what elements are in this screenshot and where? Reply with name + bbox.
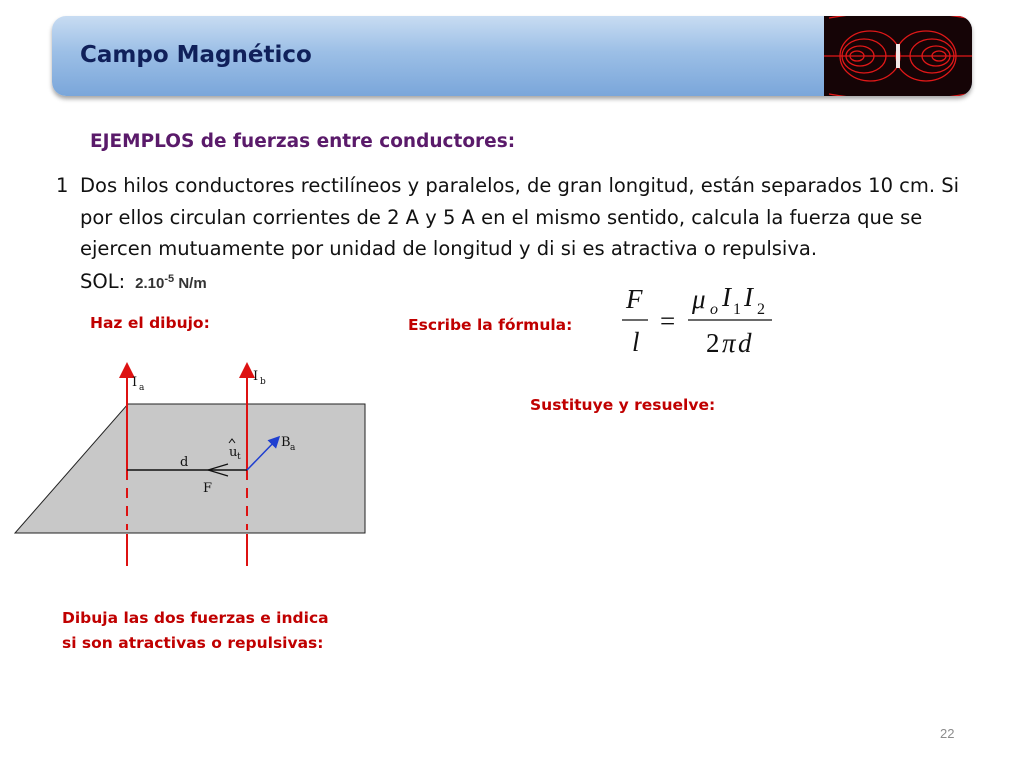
title-banner [52,16,972,96]
distance-label: d [180,455,189,470]
formula-I1-sub: 1 [733,301,741,318]
forces-instruction-line-1: Dibuja las dos fuerzas e indica [62,609,329,627]
draw-instruction: Haz el dibujo: [90,314,210,332]
forces-instruction-line-2: si son atractivas o repulsivas: [62,634,324,652]
forces-instruction [62,606,329,656]
solution-line [80,264,207,300]
dipole-field-icon [824,16,972,96]
formula-equals: = [660,306,676,336]
conductor-plane [15,404,365,533]
formula-mu-sub: o [710,301,718,318]
formula-I1: I [722,282,731,312]
wire-a-label: I [132,375,138,390]
field-sub: a [290,443,296,453]
parallel-wires-diagram [10,358,390,573]
formula-I2-sub: 2 [757,301,765,318]
solution-label: SOL: [80,270,126,293]
field-label: B [281,435,291,450]
solve-instruction: Sustituye y resuelve: [530,396,716,414]
section-heading: EJEMPLOS de fuerzas entre conductores: [90,131,516,152]
formula-instruction: Escribe la fórmula: [408,316,573,334]
wire-a-sub: a [139,383,145,393]
formula-mu: μ [692,284,706,314]
magnetic-field-lines-image [824,16,972,96]
solution-exponent: -5 [164,273,175,285]
solution-unit: N/m [178,275,207,292]
formula-I2: I [744,282,753,312]
formula-pi: π [722,328,736,358]
page-number: 22 [940,726,955,741]
formula-d: d [738,328,752,358]
unit-vector-sub: t [237,452,241,462]
force-per-length-formula [612,278,792,363]
problem-text: Dos hilos conductores rectilíneos y paralelos, de gran longitud, están separados 10 cm. Si por ellos circulan corrientes de 2 A y 5 A en el mismo sentido, calcula la fuerza que se ejercen mutuamente por unidad de longitud y di si es atractiva o repulsiva. [80,174,960,260]
wire-b-sub: b [260,377,266,387]
force-label: F [203,481,213,496]
wire-b-label: I [253,369,259,384]
formula-2: 2 [706,328,720,358]
unit-vector-label: u [229,445,238,460]
problem-number: 1 [56,174,69,197]
formula-F: F [626,284,643,314]
formula-l: l [632,327,640,357]
slide-title: Campo Magnético [80,42,312,68]
solution-value: $2.10^{-5}$ N/m [135,273,207,292]
